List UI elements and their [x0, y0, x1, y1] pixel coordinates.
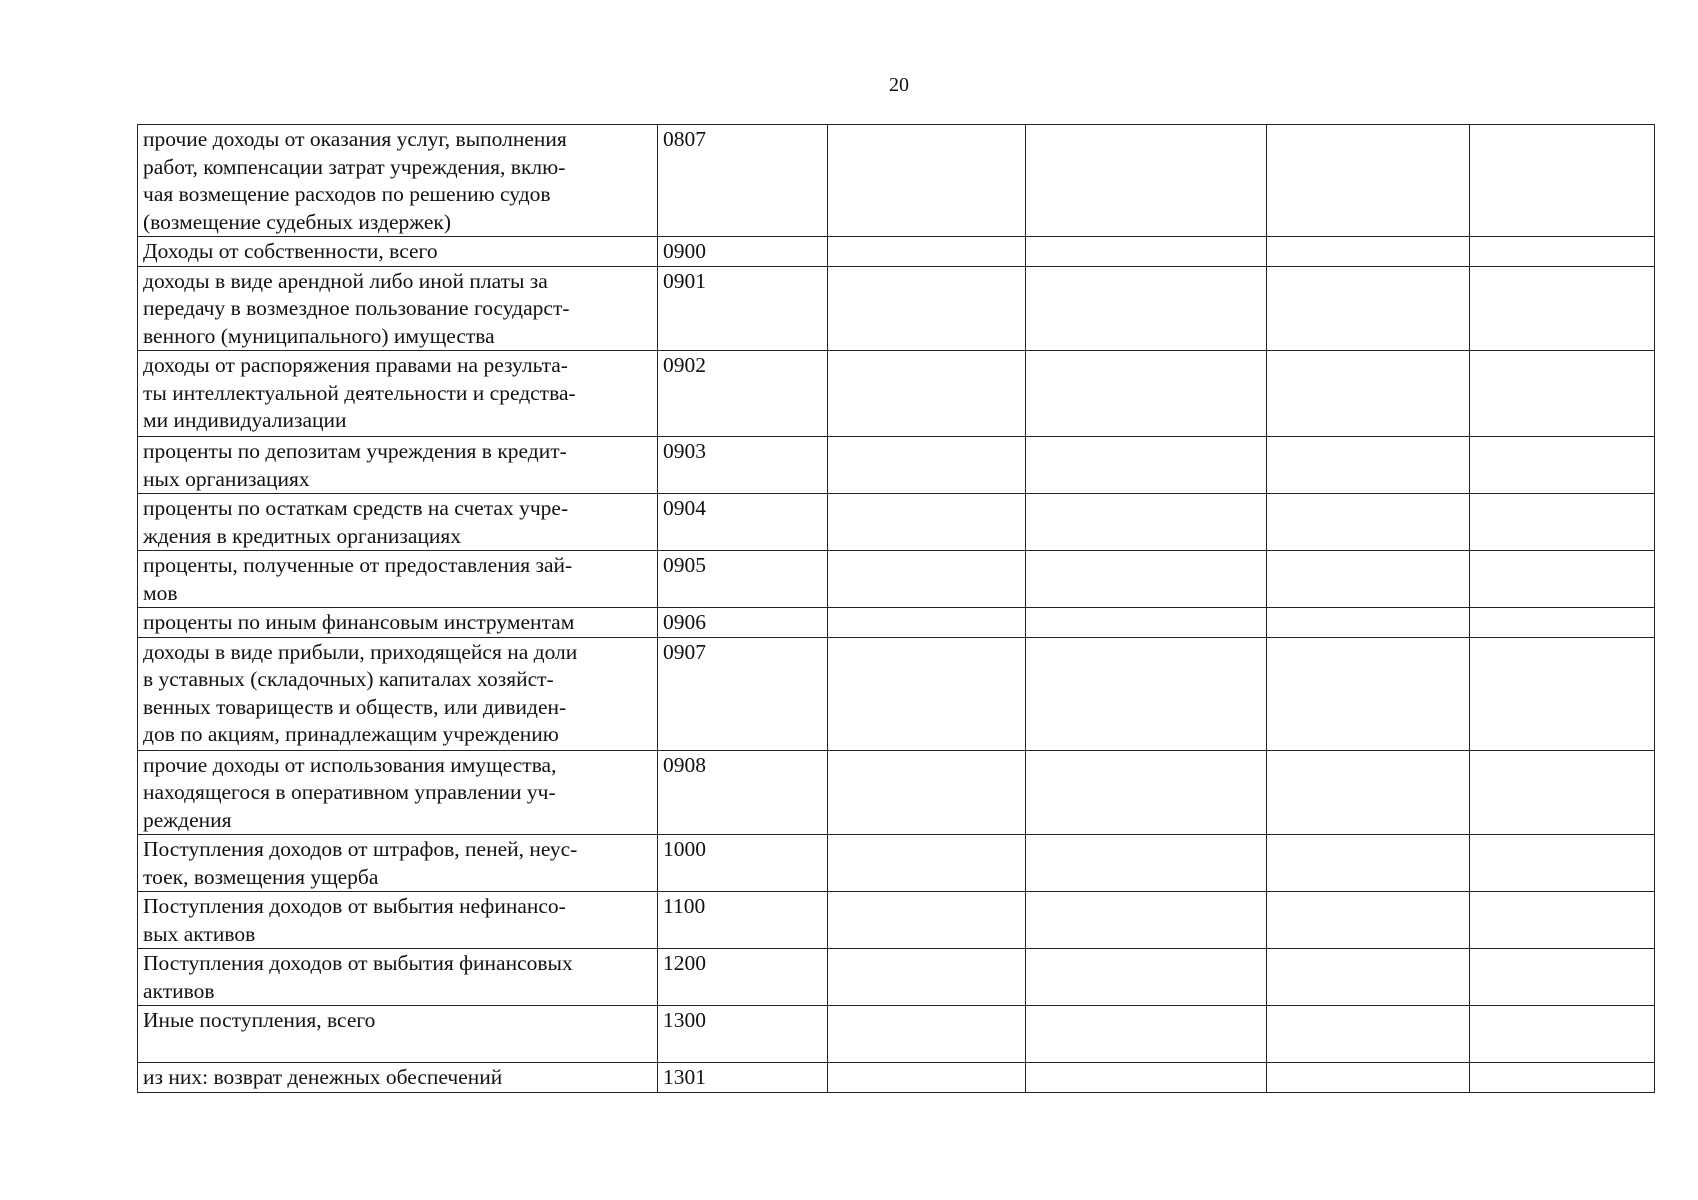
value-cell-1	[828, 637, 1026, 750]
table-row	[138, 835, 1655, 892]
value-cell-3	[1267, 551, 1470, 608]
value-cell-1	[828, 125, 1026, 237]
value-cell-3	[1267, 892, 1470, 949]
row-description-cell	[138, 608, 658, 638]
row-description: прочие доходы от оказания услуг, выполнения работ, компенсации затрат учреждения, вклю- чая возмещение расходов по решению судов (возмещение судебных издержек)	[143, 127, 567, 234]
row-description-cell	[138, 237, 658, 267]
row-description-cell	[138, 750, 658, 835]
value-cell-4	[1470, 608, 1655, 638]
value-cell-2	[1026, 437, 1267, 494]
table-row	[138, 437, 1655, 494]
value-cell-3	[1267, 750, 1470, 835]
value-cell-1	[828, 351, 1026, 437]
row-description-cell	[138, 1006, 658, 1063]
row-description: Поступления доходов от выбытия финансовых активов	[143, 951, 573, 1003]
value-cell-4	[1470, 892, 1655, 949]
value-cell-2	[1026, 125, 1267, 237]
value-cell-1	[828, 608, 1026, 638]
row-description-cell	[138, 637, 658, 750]
row-description: доходы от распоряжения правами на результа- ты интеллектуальной деятельности и средства- ми индивидуализации	[143, 353, 576, 432]
value-cell-2	[1026, 835, 1267, 892]
value-cell-4	[1470, 437, 1655, 494]
value-cell-4	[1470, 494, 1655, 551]
value-cell-2	[1026, 750, 1267, 835]
row-description: проценты по депозитам учреждения в кредит- ных организациях	[143, 439, 567, 491]
table-row	[138, 494, 1655, 551]
table-row	[138, 1063, 1655, 1093]
page-number: 20	[889, 74, 909, 96]
row-code: 0908	[658, 750, 828, 835]
row-description: проценты по остаткам средств на счетах учре- ждения в кредитных организациях	[143, 496, 569, 548]
row-description-cell	[138, 437, 658, 494]
value-cell-2	[1026, 1006, 1267, 1063]
value-cell-2	[1026, 494, 1267, 551]
table-body	[138, 125, 1655, 1093]
row-description: Поступления доходов от выбытия нефинансо- вых активов	[143, 894, 566, 946]
value-cell-1	[828, 949, 1026, 1006]
value-cell-3	[1267, 835, 1470, 892]
value-cell-2	[1026, 949, 1267, 1006]
value-cell-1	[828, 892, 1026, 949]
value-cell-1	[828, 1006, 1026, 1063]
income-table	[137, 124, 1655, 1093]
row-code: 0903	[658, 437, 828, 494]
row-description-cell	[138, 1063, 658, 1093]
value-cell-3	[1267, 237, 1470, 267]
table-row	[138, 608, 1655, 638]
value-cell-4	[1470, 351, 1655, 437]
row-description-cell	[138, 949, 658, 1006]
row-description: доходы в виде прибыли, приходящейся на доли в уставных (складочных) капиталах хозяйст- венных товариществ и обществ, или дивиден- дов по акциям, принадлежащим учреждению	[143, 639, 578, 746]
value-cell-1	[828, 266, 1026, 351]
value-cell-1	[828, 835, 1026, 892]
value-cell-2	[1026, 237, 1267, 267]
value-cell-3	[1267, 266, 1470, 351]
row-code: 0905	[658, 551, 828, 608]
value-cell-3	[1267, 1063, 1470, 1093]
value-cell-2	[1026, 608, 1267, 638]
value-cell-1	[828, 237, 1026, 267]
row-description-cell	[138, 125, 658, 237]
value-cell-3	[1267, 494, 1470, 551]
value-cell-2	[1026, 351, 1267, 437]
row-code: 0906	[658, 608, 828, 638]
row-description-cell	[138, 551, 658, 608]
value-cell-4	[1470, 637, 1655, 750]
table-row	[138, 750, 1655, 835]
value-cell-3	[1267, 637, 1470, 750]
value-cell-3	[1267, 437, 1470, 494]
row-description-cell	[138, 892, 658, 949]
table-row	[138, 351, 1655, 437]
table-row	[138, 892, 1655, 949]
row-description: из них: возврат денежных обеспечений	[143, 1065, 503, 1089]
value-cell-4	[1470, 237, 1655, 267]
row-description-cell	[138, 351, 658, 437]
value-cell-4	[1470, 750, 1655, 835]
row-description: проценты, полученные от предоставления зай- мов	[143, 553, 573, 605]
value-cell-2	[1026, 637, 1267, 750]
row-code: 1200	[658, 949, 828, 1006]
row-code: 1000	[658, 835, 828, 892]
value-cell-4	[1470, 266, 1655, 351]
row-description: Доходы от собственности, всего	[143, 239, 438, 263]
row-code: 0904	[658, 494, 828, 551]
row-code: 0901	[658, 266, 828, 351]
row-description-cell	[138, 835, 658, 892]
row-code: 0900	[658, 237, 828, 267]
value-cell-2	[1026, 266, 1267, 351]
value-cell-4	[1470, 1063, 1655, 1093]
value-cell-1	[828, 750, 1026, 835]
row-code: 1100	[658, 892, 828, 949]
value-cell-3	[1267, 351, 1470, 437]
row-description: Поступления доходов от штрафов, пеней, неус- тоек, возмещения ущерба	[143, 837, 578, 889]
table-row	[138, 125, 1655, 237]
value-cell-4	[1470, 551, 1655, 608]
row-code: 0902	[658, 351, 828, 437]
value-cell-2	[1026, 551, 1267, 608]
value-cell-4	[1470, 949, 1655, 1006]
value-cell-3	[1267, 1006, 1470, 1063]
value-cell-4	[1470, 125, 1655, 237]
row-code: 0807	[658, 125, 828, 237]
table-row	[138, 237, 1655, 267]
value-cell-4	[1470, 835, 1655, 892]
value-cell-2	[1026, 892, 1267, 949]
row-code: 1300	[658, 1006, 828, 1063]
row-description: Иные поступления, всего	[143, 1008, 376, 1032]
table-row	[138, 551, 1655, 608]
value-cell-1	[828, 551, 1026, 608]
value-cell-1	[828, 1063, 1026, 1093]
row-code: 0907	[658, 637, 828, 750]
table-row	[138, 949, 1655, 1006]
row-description: доходы в виде арендной либо иной платы за передачу в возмездное пользование государст- венного (муниципального) имущества	[143, 268, 570, 348]
value-cell-2	[1026, 1063, 1267, 1093]
table-row	[138, 637, 1655, 750]
table-row	[138, 266, 1655, 351]
row-description: прочие доходы от использования имущества, находящегося в оперативном управлении уч- реждения	[143, 752, 557, 832]
row-code: 1301	[658, 1063, 828, 1093]
value-cell-3	[1267, 949, 1470, 1006]
value-cell-4	[1470, 1006, 1655, 1063]
value-cell-3	[1267, 608, 1470, 638]
table-row	[138, 1006, 1655, 1063]
value-cell-1	[828, 437, 1026, 494]
value-cell-1	[828, 494, 1026, 551]
row-description-cell	[138, 266, 658, 351]
row-description-cell	[138, 494, 658, 551]
value-cell-3	[1267, 125, 1470, 237]
row-description: проценты по иным финансовым инструментам	[143, 610, 575, 634]
